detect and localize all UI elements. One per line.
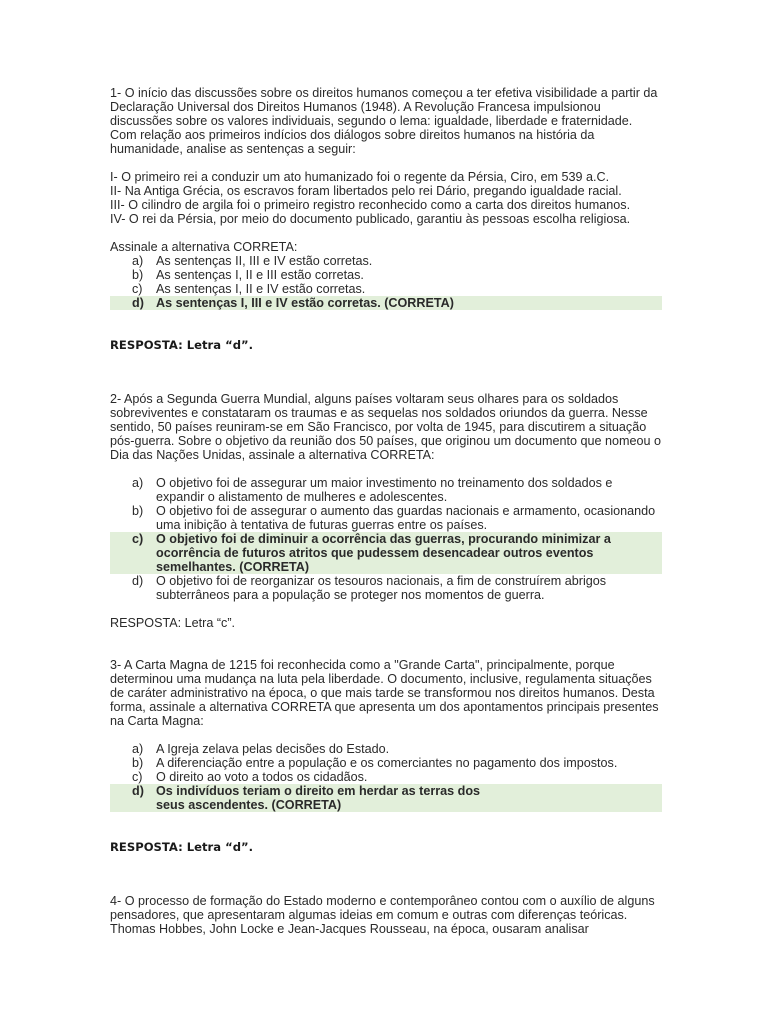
option-text: O objetivo foi de reorganizar os tesouros nacionais, a fim de construírem abrigos subterrâneos para a população se proteger nos momentos de guerra. bbox=[156, 574, 607, 602]
document-page bbox=[110, 86, 662, 936]
q2-option-a bbox=[110, 476, 662, 504]
q2-option-c-correct bbox=[110, 532, 662, 574]
option-letter: d) bbox=[132, 784, 144, 798]
option-letter: a) bbox=[132, 742, 144, 756]
q1-sentence-2: II- Na Antiga Grécia, os escravos foram libertados pelo rei Dário, pregando igualdade racial. bbox=[110, 184, 622, 198]
q1-option-a bbox=[110, 254, 662, 268]
option-letter: c) bbox=[132, 532, 144, 546]
question-1-intro: 1- O início das discussões sobre os direitos humanos começou a ter efetiva visibilidade a partir da Declaração Universal dos Direitos Humanos (1948). A Revolução Francesa impulsionou discussões sobre os valores individuais, segundo o lema: igualdade, liberdade e fraternidade. Com relação aos primeiros indícios dos diálogos sobre direitos humanos na história da humanidade, analise as sentenças a seguir: bbox=[110, 86, 658, 156]
option-letter: d) bbox=[132, 574, 144, 588]
question-2-intro: 2- Após a Segunda Guerra Mundial, alguns países voltaram seus olhares para os soldados sobreviventes e constataram os traumas e as sequelas nos soldados oriundos da guerra. Nesse sentido, 50 países reuniram-se em São Francisco, por volta de 1945, para discutirem a situação pós-guerra. Sobre o objetivo da reunião dos 50 países, que originou um documento que nomeou o Dia das Nações Unidas, assinale a alternativa CORRETA: bbox=[110, 392, 661, 462]
option-text: A Igreja zelava pelas decisões do Estado. bbox=[156, 742, 390, 756]
option-letter: b) bbox=[132, 756, 144, 770]
option-letter: d) bbox=[132, 296, 144, 310]
option-text: As sentenças I, II e IV estão corretas. bbox=[156, 282, 366, 296]
q3-option-c bbox=[110, 770, 662, 784]
q2-option-d bbox=[110, 574, 662, 602]
question-1-prompt: Assinale a alternativa CORRETA: bbox=[110, 240, 298, 254]
option-letter: a) bbox=[132, 254, 144, 268]
q1-option-c bbox=[110, 282, 662, 296]
option-text: As sentenças I, II e III estão corretas. bbox=[156, 268, 364, 282]
q1-sentence-4: IV- O rei da Pérsia, por meio do documento publicado, garantiu às pessoas escolha religiosa. bbox=[110, 212, 631, 226]
option-letter: b) bbox=[132, 268, 144, 282]
question-4-intro: 4- O processo de formação do Estado moderno e contemporâneo contou com o auxílio de alguns pensadores, que apresentaram algumas ideias em comum e outras com diferenças teóricas. Thomas Hobbes, John Locke e Jean-Jacques Rousseau, na época, ousaram analisar bbox=[110, 894, 655, 936]
question-3-answer: RESPOSTA: Letra “d”. bbox=[110, 840, 254, 854]
q3-option-b bbox=[110, 756, 662, 770]
q1-sentence-3: III- O cilindro de argila foi o primeiro registro reconhecido como a carta dos direitos humanos. bbox=[110, 198, 631, 212]
question-1-answer: RESPOSTA: Letra “d”. bbox=[110, 338, 254, 352]
option-text: O objetivo foi de diminuir a ocorrência das guerras, procurando minimizar a ocorrência de futuros atritos que pudessem desencadear outros eventos semelhantes. (CORRETA) bbox=[156, 532, 611, 574]
option-text: Os indivíduos teriam o direito em herdar as terras dos seus ascendentes. (CORRETA) bbox=[156, 784, 481, 812]
q3-option-d-correct bbox=[110, 784, 662, 812]
option-text: O objetivo foi de assegurar um maior investimento no treinamento dos soldados e expandir o alistamento de mulheres e adolescentes. bbox=[156, 476, 613, 504]
q1-option-d-correct bbox=[110, 296, 662, 310]
option-text: As sentenças II, III e IV estão corretas. bbox=[156, 254, 373, 268]
option-text: A diferenciação entre a população e os comerciantes no pagamento dos impostos. bbox=[156, 756, 618, 770]
question-3-intro: 3- A Carta Magna de 1215 foi reconhecida como a "Grande Carta", principalmente, porque determinou uma mudança na luta pela liberdade. O documento, inclusive, regulamenta situações de caráter administrativo na época, o que mais tarde se transformou nos direitos humanos. Desta forma, assinale a alternativa CORRETA que apresenta um dos apontamentos principais presentes na Carta Magna: bbox=[110, 658, 659, 728]
option-text: O objetivo foi de assegurar o aumento das guardas nacionais e armamento, ocasionando uma inibição à tentativa de futuras guerras entre os países. bbox=[156, 504, 656, 532]
option-text: As sentenças I, III e IV estão corretas. (CORRETA) bbox=[156, 296, 454, 310]
q1-sentence-1: I- O primeiro rei a conduzir um ato humanizado foi o regente da Pérsia, Ciro, em 539 a.C. bbox=[110, 170, 610, 184]
q1-option-b bbox=[110, 268, 662, 282]
option-letter: a) bbox=[132, 476, 144, 490]
option-letter: c) bbox=[132, 282, 143, 296]
option-letter: b) bbox=[132, 504, 144, 518]
q2-option-b bbox=[110, 504, 662, 532]
option-letter: c) bbox=[132, 770, 143, 784]
option-text: O direito ao voto a todos os cidadãos. bbox=[156, 770, 368, 784]
q3-option-a bbox=[110, 742, 662, 756]
question-2-answer: RESPOSTA: Letra “c”. bbox=[110, 616, 236, 630]
